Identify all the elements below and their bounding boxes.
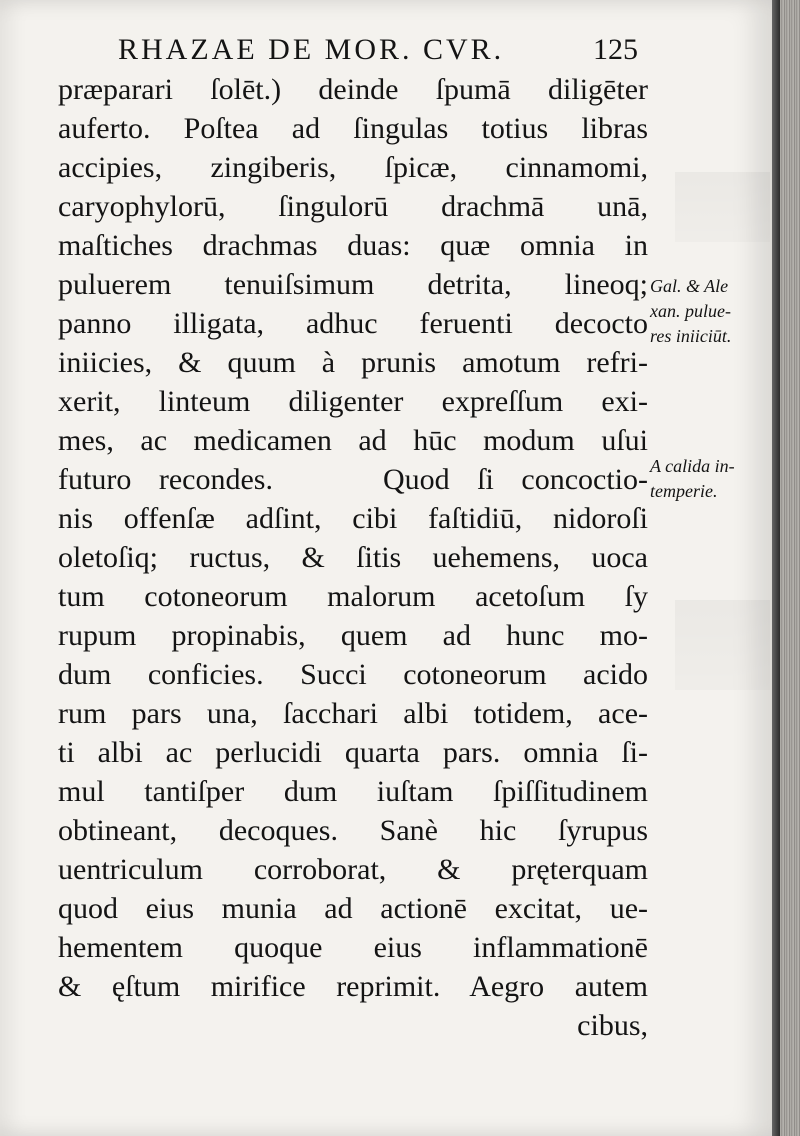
show-through-shadow [675,600,770,690]
margin-note-calida [650,454,735,504]
text-line: oletoſiq; ructus, & ſitis uehemens, uoca [58,541,648,574]
body-text [58,70,648,1045]
show-through-shadow [675,172,770,242]
text-line: futuro recondes. Quod ſi concoctio- [58,463,648,496]
margin-note-gal [650,274,731,349]
margin-note-line: Gal. & Ale [650,276,729,296]
text-line: xerit, linteum diligenter expreſſum exi- [58,385,648,418]
margin-note-line: res iniiciūt. [650,326,732,346]
running-head-title: RHAZAE DE MOR. CVR. [118,33,505,66]
text-line: iniicies, & quum à prunis amotum refri- [58,346,648,379]
text-line: puluerem tenuiſsimum detrita, lineoq; [58,268,648,301]
margin-note-line: A calida in- [650,456,735,476]
text-line: nis offenſæ adſint, cibi faſtidiū, nidoroſi [58,502,648,535]
text-line: uentriculum corroborat, & pręterquam [58,853,648,886]
text-line: tum cotoneorum malorum acetoſum ſy [58,580,648,613]
text-line: ti albi ac perlucidi quarta pars. omnia ſi- [58,736,648,769]
text-line: mul tantiſper dum iuſtam ſpiſſitudinem [58,775,648,808]
text-line: quod eius munia ad actionē excitat, ue- [58,892,648,925]
text-line: præparari ſolēt.) deinde ſpumā diligēter [58,73,648,106]
text-line: hementem quoque eius inflammationē [58,931,648,964]
text-line: maſtiches drachmas duas: quæ omnia in [58,229,648,262]
text-line: auferto. Poſtea ad ſingulas totius libras [58,112,648,145]
page-number: 125 [593,33,638,66]
text-line: rum pars una, ſacchari albi totidem, ace- [58,697,648,730]
text-line: panno illigata, adhuc feruenti decocto [58,307,648,340]
text-line: mes, ac medicamen ad hūc modum uſui [58,424,648,457]
margin-note-line: temperie. [650,481,718,501]
text-line: dum conficies. Succi cotoneorum acido [58,658,648,691]
page-stack-edge [780,0,800,1136]
page-gutter-shadow [772,0,780,1136]
text-line: accipies, zingiberis, ſpicæ, cinnamomi, [58,151,648,184]
running-head [118,32,638,68]
margin-note-line: xan. pulue- [650,301,731,321]
text-line: & ęſtum mirifice reprimit. Aegro autem [58,970,648,1003]
text-line: obtineant, decoques. Sanè hic ſyrupus [58,814,648,847]
catchword: cibus, [577,1009,648,1042]
text-line: caryophylorū, ſingulorū drachmā unā, [58,190,648,223]
text-line: rupum propinabis, quem ad hunc mo- [58,619,648,652]
